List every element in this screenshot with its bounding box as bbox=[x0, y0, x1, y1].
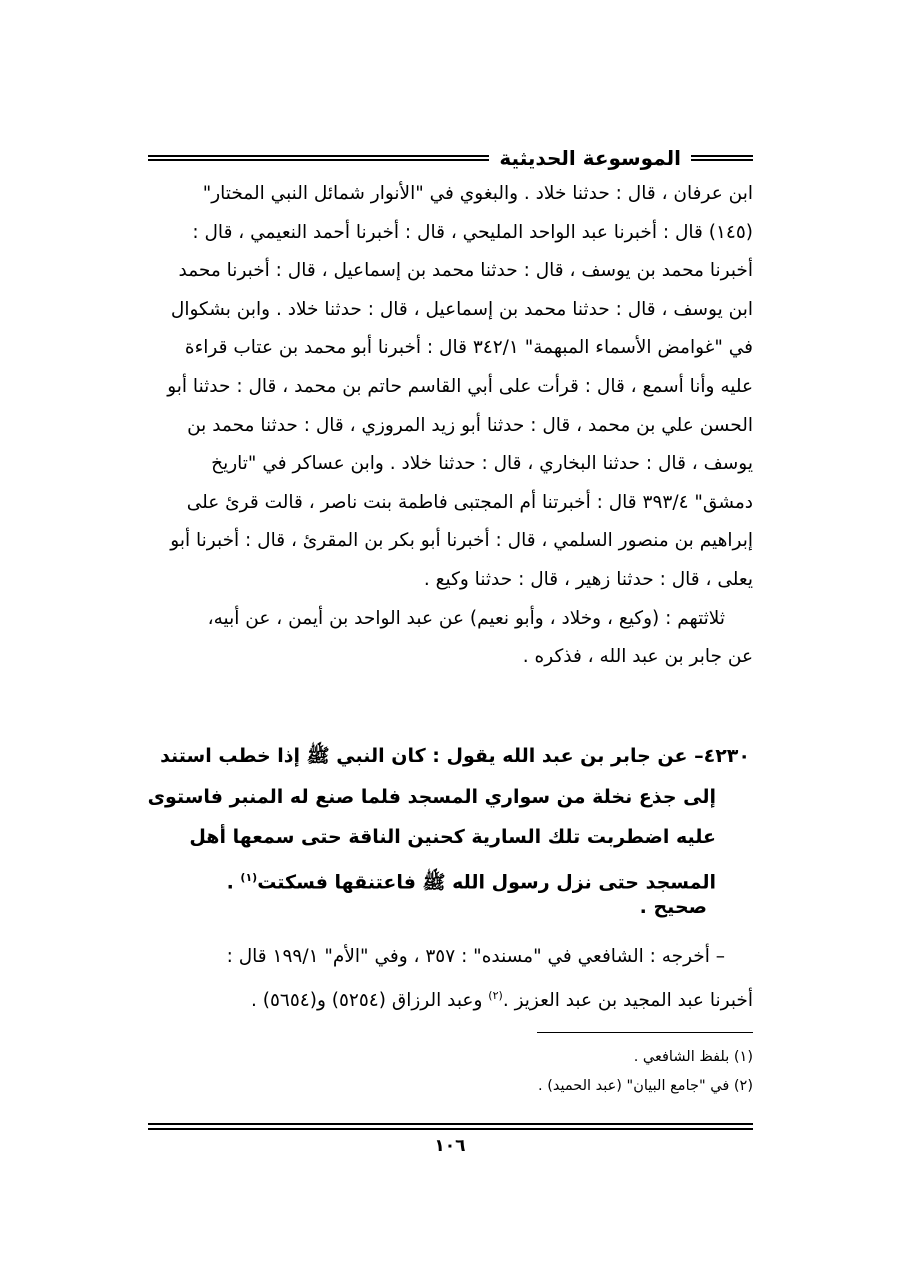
body-line: ابن عرفان ، قال : حدثنا خلاد . والبغوي في "الأنوار شمائل النبي المختار" bbox=[202, 183, 753, 204]
footnote-1: (١) بلفظ الشافعي . bbox=[633, 1049, 753, 1065]
footnote-separator bbox=[537, 1032, 753, 1033]
footnote-ref-2: (٢) bbox=[488, 988, 503, 1002]
body-line: أخبرنا محمد بن يوسف ، قال : حدثنا محمد بن إسماعيل ، قال : أخبرنا محمد bbox=[178, 260, 753, 282]
header-rule-right bbox=[691, 155, 753, 161]
footnotes bbox=[380, 1043, 753, 1101]
hadith-text bbox=[147, 736, 750, 898]
hadith-line-text: المسجد حتى نزل رسول الله ﷺ فاعتنقها فسكتت bbox=[257, 870, 716, 893]
takhrij-line bbox=[148, 977, 753, 1016]
body-line: عن جابر بن عبد الله ، فذكره . bbox=[522, 646, 753, 668]
hadith-line: ٤٢٣٠– عن جابر بن عبد الله يقول : كان النبي ﷺ إذا خطب استند bbox=[160, 745, 750, 767]
body-line: إبراهيم بن منصور السلمي ، قال : أخبرنا أبو بكر بن المقرئ ، قال : أخبرنا أبو bbox=[170, 530, 753, 552]
bottom-rule bbox=[148, 1123, 753, 1130]
body-line: ثلاثتهم : (وكيع ، وخلاد ، وأبو نعيم) عن عبد الواحد بن أيمن ، عن أبيه، bbox=[207, 607, 725, 629]
hadith-line: عليه اضطربت تلك السارية كحنين الناقة حتى سمعها أهل bbox=[189, 826, 716, 848]
body-line: ابن يوسف ، قال : حدثنا محمد بن إسماعيل ، قال : حدثنا خلاد . وابن بشكوال bbox=[170, 298, 753, 320]
footnote-2: (٢) في "جامع البيان" (عبد الحميد) . bbox=[537, 1078, 753, 1094]
header-title: الموسوعة الحديثية bbox=[499, 146, 681, 170]
hadith-end: . bbox=[226, 870, 241, 893]
hadith-line: إلى جذع نخلة من سواري المسجد فلما صنع له المنبر فاستوى bbox=[147, 785, 716, 808]
footnote-ref-1: (١) bbox=[240, 870, 258, 884]
body-line: في "غوامض الأسماء المبهمة" ٣٤٢/١ قال : أخبرنا أبو محمد بن عتاب قراءة bbox=[184, 337, 753, 359]
body-line: (١٤٥) قال : أخبرنا عبد الواحد المليحي ، قال : أخبرنا أحمد النعيمي ، قال : bbox=[192, 221, 753, 243]
hadith-grade: صحيح . bbox=[639, 896, 707, 918]
body-line: الحسن علي بن محمد ، قال : حدثنا أبو زيد المروزي ، قال : حدثنا محمد بن bbox=[187, 414, 753, 436]
takhrij-paragraph bbox=[148, 938, 753, 1015]
body-line: دمشق" ٣٩٣/٤ قال : أخبرتنا أم المجتبى فاطمة بنت ناصر ، قالت قرئ على bbox=[186, 491, 753, 513]
body-line: يعلى ، قال : حدثنا زهير ، قال : حدثنا وكيع . bbox=[423, 568, 753, 590]
body-line: عليه وأنا أسمع ، قال : قرأت على أبي القاسم حاتم بن محمد ، قال : حدثنا أبو bbox=[167, 375, 753, 397]
running-header bbox=[148, 138, 753, 178]
isnad-paragraph bbox=[148, 175, 753, 677]
page-number: ١٠٦ bbox=[434, 1136, 466, 1156]
hadith-line bbox=[160, 858, 750, 899]
body-line: يوسف ، قال : حدثنا البخاري ، قال : حدثنا خلاد . وابن عساكر في "تاريخ bbox=[211, 453, 753, 475]
takhrij-text: وعبد الرزاق (٥٢٥٤) و(٥٦٥٤) . bbox=[251, 989, 489, 1011]
takhrij-text: أخبرنا عبد المجيد بن عبد العزيز . bbox=[502, 989, 753, 1011]
header-rule-left bbox=[148, 155, 489, 161]
takhrij-line: – أخرجه : الشافعي في "مسنده" : ٣٥٧ ، وفي "الأم" ١٩٩/١ قال : bbox=[226, 946, 725, 967]
